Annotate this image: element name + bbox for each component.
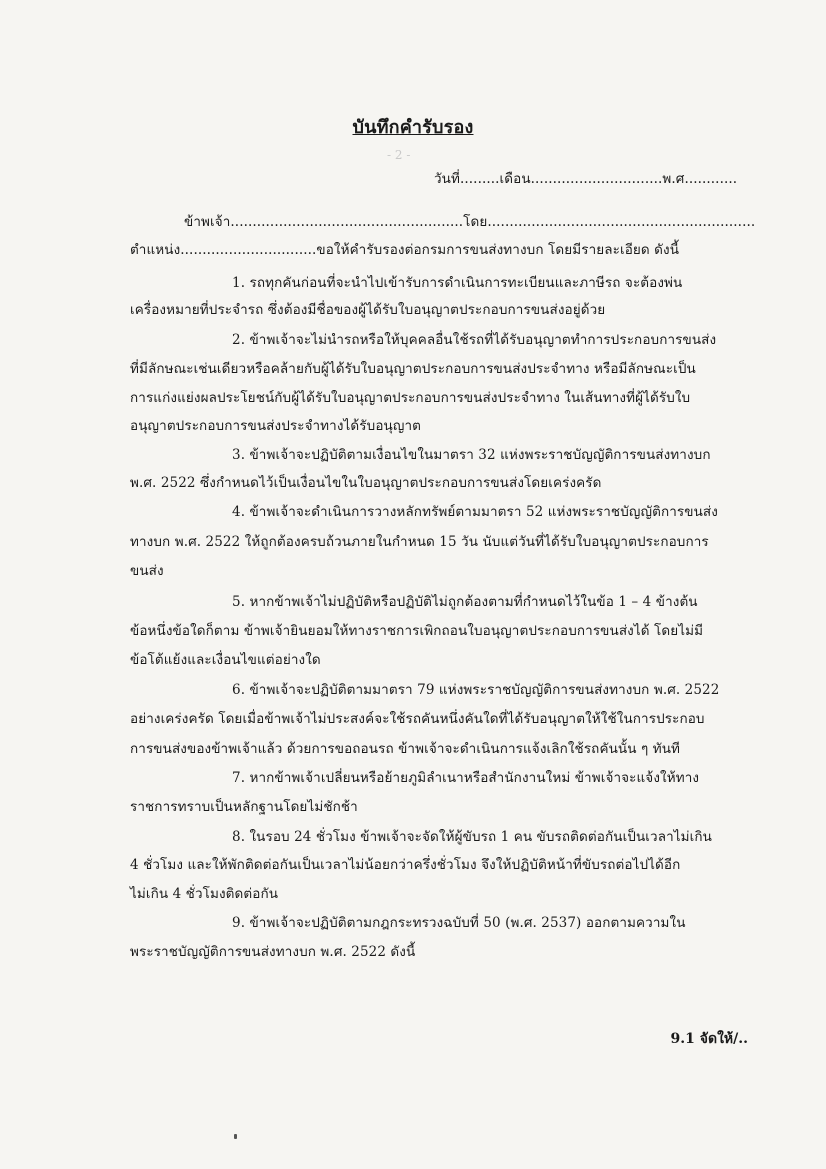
clause-5-line-3: ข้อโต้แย้งและเงื่อนไขแต่อย่างใด [130, 652, 321, 668]
clause-1-line-1: 1. รถทุกคันก่อนที่จะนำไปเข้ารับการดำเนินการทะเบียนและภาษีรถ จะต้องพ่น [232, 275, 683, 291]
declarant-line: ข้าพเจ้า.....................................................โดย............................................................. [184, 214, 756, 230]
clause-1-line-2: เครื่องหมายที่ประจำรถ ซึ่งต้องมีชื่อของผู้ได้รับใบอนุญาตประกอบการขนส่งอยู่ด้วย [130, 302, 606, 318]
position-line: ตำแหน่ง...............................ขอให้คำรับรองต่อกรมการขนส่งทางบก โดยมีรายละเอียด ดังนี้ [130, 242, 680, 258]
clause-4-line-1: 4. ข้าพเจ้าจะดำเนินการวางหลักทรัพย์ตามมาตรา 52 แห่งพระราชบัญญัติการขนส่ง [232, 504, 718, 520]
clause-2-line-2: ที่มีลักษณะเช่นเดียวหรือคล้ายกับผู้ได้รับใบอนุญาตประกอบการขนส่งประจำทาง หรือมีลักษณะเป็น [130, 361, 696, 377]
clause-3-line-1: 3. ข้าพเจ้าจะปฏิบัติตามเงื่อนไขในมาตรา 32 แห่งพระราชบัญญัติการขนส่งทางบก [232, 447, 711, 463]
page-mark-bleedthrough: - 2 - [387, 148, 411, 162]
clause-6-line-2: อย่างเคร่งครัด โดยเมื่อข้าพเจ้าไม่ประสงค์จะใช้รถคันหนึ่งคันใดที่ได้รับอนุญาตให้ใช้ในการประกอบ [130, 711, 705, 727]
clause-3-line-2: พ.ศ. 2522 ซึ่งกำหนดไว้เป็นเงื่อนไขในใบอนุญาตประกอบการขนส่งโดยเคร่งครัด [130, 475, 602, 491]
scan-speck [234, 1134, 237, 1139]
clause-5-line-1: 5. หากข้าพเจ้าไม่ปฏิบัติหรือปฏิบัติไม่ถูกต้องตามที่กำหนดไว้ในข้อ 1 – 4 ข้างต้น [232, 594, 698, 610]
continuation-footer: 9.1 จัดให้/.. [670, 1031, 748, 1047]
clause-7-line-2: ราชการทราบเป็นหลักฐานโดยไม่ชักช้า [130, 799, 358, 815]
clause-8-line-1: 8. ในรอบ 24 ชั่วโมง ข้าพเจ้าจะจัดให้ผู้ขับรถ 1 คน ขับรถติดต่อกันเป็นเวลาไม่เกิน [232, 829, 712, 845]
clause-2-line-3: การแก่งแย่งผลประโยชน์กับผู้ได้รับใบอนุญาตประกอบการขนส่งประจำทาง ในเส้นทางที่ผู้ได้รับใบ [130, 390, 691, 406]
clause-4-line-3: ขนส่ง [130, 563, 164, 579]
clause-8-line-3: ไม่เกิน 4 ชั่วโมงติดต่อกัน [130, 886, 279, 902]
clause-4-line-2: ทางบก พ.ศ. 2522 ให้ถูกต้องครบถ้วนภายในกำหนด 15 วัน นับแต่วันที่ได้รับใบอนุญาตประกอบการ [130, 534, 709, 550]
clause-7-line-1: 7. หากข้าพเจ้าเปลี่ยนหรือย้ายภูมิลำเนาหรือสำนักงานใหม่ ข้าพเจ้าจะแจ้งให้ทาง [232, 770, 700, 786]
clause-2-line-1: 2. ข้าพเจ้าจะไม่นำรถหรือให้บุคคลอื่นใช้รถที่ได้รับอนุญาตทำการประกอบการขนส่ง [232, 332, 717, 348]
clause-6-line-1: 6. ข้าพเจ้าจะปฏิบัติตามมาตรา 79 แห่งพระราชบัญญัติการขนส่งทางบก พ.ศ. 2522 [232, 682, 720, 698]
document-title: บันทึกคำรับรอง [352, 117, 474, 138]
date-line: วันที่.........เดือน..............................พ.ศ............ [434, 171, 738, 187]
clause-9-line-1: 9. ข้าพเจ้าจะปฏิบัติตามกฎกระทรวงฉบับที่ 50 (พ.ศ. 2537) ออกตามความใน [232, 915, 686, 931]
clause-8-line-2: 4 ชั่วโมง และให้พักติดต่อกันเป็นเวลาไม่น้อยกว่าครึ่งชั่วโมง จึงให้ปฏิบัติหน้าที่ขับรถต่อไปได้อีก [130, 857, 681, 873]
clause-9-line-2: พระราชบัญญัติการขนส่งทางบก พ.ศ. 2522 ดังนี้ [130, 944, 416, 960]
clause-6-line-3: การขนส่งของข้าพเจ้าแล้ว ด้วยการขอถอนรถ ข้าพเจ้าจะดำเนินการแจ้งเลิกใช้รถคันนั้น ๆ ทันที [130, 741, 681, 757]
clause-2-line-4: อนุญาตประกอบการขนส่งประจำทางได้รับอนุญาต [130, 418, 421, 434]
clause-5-line-2: ข้อหนึ่งข้อใดก็ตาม ข้าพเจ้ายินยอมให้ทางราชการเพิกถอนใบอนุญาตประกอบการขนส่งได้ โดยไม่มี [130, 623, 704, 639]
